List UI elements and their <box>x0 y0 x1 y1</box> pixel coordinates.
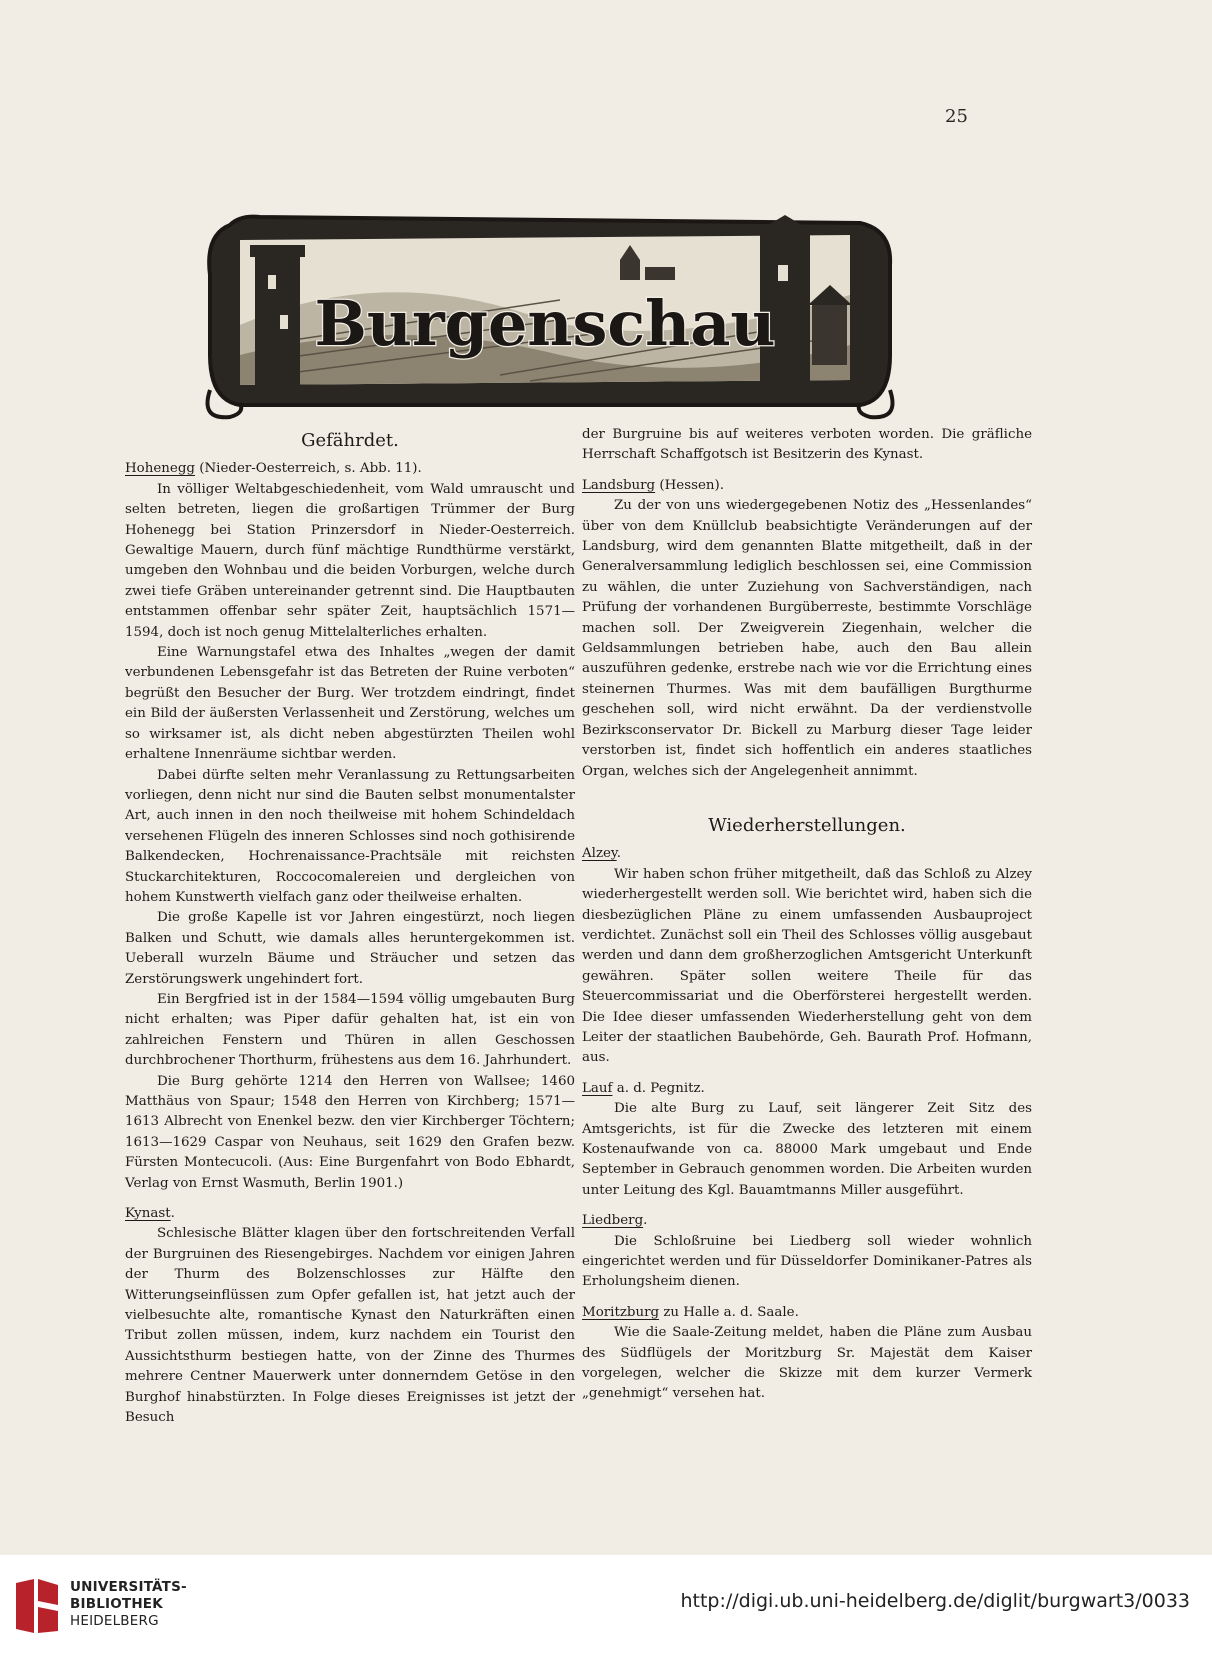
entry <box>582 1211 1032 1293</box>
left-column <box>125 425 575 1439</box>
paragraph: Die alte Burg zu Lauf, seit längerer Zeit Sitz des Amtsgerichts, ist für die Zwecke des letzteren mit einem Kostenaufwande von ca. 88000 Mark umgebaut und Ende September in Gebrauch genommen worden. Die Arbeiten wurden unter Leitung des Kgl. Bauamtmanns Miller ausgeführt. <box>582 1101 1032 1198</box>
entry-heading <box>125 1204 575 1224</box>
institution-name <box>70 1579 187 1630</box>
entry-title: Hohenegg <box>125 461 195 477</box>
paragraph: In völliger Weltabgeschiedenheit, vom Wald umrauscht und selten betreten, liegen die großartigen Trümmer der Burg Hohenegg bei Station Prinzersdorf in Nieder-Oesterreich. Gewaltige Mauern, durch fünf mächtige Rundthürme verstärkt, umgeben den Wohnbau und die beiden Vorburgen, welche durch zwei tiefe Gräben untereinander getrennt sind. Die Hauptbauten entstammen offenbar sehr später Zeit, hauptsächlich 1571—1594, doch ist noch genug Mittelalterliches erhalten. <box>125 481 575 640</box>
paragraph: Schlesische Blätter klagen über den fortschreitenden Verfall der Burgruinen des Riesengebirges. Nachdem vor einigen Jahren der Thurm des Bolzenschlosses zur Hälfte den Witterungseinflüssen zum Opfer gefallen ist, hat jetzt auch der vielbesuchte alte, romantische Kynast den Naturkräften einen Tribut zollen müssen, indem, kurz nachdem ein Tourist den Aussichtsthurm bestiegen hatte, von der Zinne des Thurmes mehrere Centner Mauerwerk unter donnerndem Getöse in den Burghof hinabstürzten. In Folge dieses Ereignisses ist jetzt der Besuch <box>125 1226 575 1426</box>
entry-title: Moritzburg <box>582 1304 660 1320</box>
entry <box>125 459 575 1194</box>
entry-title-suffix: . <box>643 1213 648 1229</box>
footer-bar <box>0 1555 1212 1654</box>
entry-title-suffix: . <box>170 1206 175 1222</box>
entry-heading <box>582 1079 1032 1099</box>
entry-title-suffix: zu Halle a. d. Saale. <box>659 1304 799 1320</box>
banner-title: Burgenschau <box>314 287 776 360</box>
entry-heading <box>582 844 1032 864</box>
page-number: 25 <box>945 106 968 127</box>
entry-title-suffix: (Hessen). <box>655 477 724 493</box>
entry <box>582 476 1032 782</box>
institution-line-2: BIBLIOTHEK <box>70 1596 163 1612</box>
university-logo-icon <box>12 1575 62 1637</box>
entry-title: Alzey <box>582 846 617 862</box>
entry-heading <box>582 1211 1032 1231</box>
paragraph: Zu der von uns wiedergegebenen Notiz des „Hessenlandes“ über von dem Knüllclub beabsichtigte Veränderungen auf der Landsburg, wird dem genannten Blatte mitgetheilt, daß in der Generalversammlung lediglich beschlossen sei, eine Commission zu wählen, die unter Zuziehung von Sachverständigen, nach Prüfung der vorhandenen Burgüberreste, bestimmte Vorschläge machen soll. Der Zweigverein Ziegenhain, welcher die Geldsammlungen betrieben habe, auch den Bau allein auszuführen gedenke, erstrebe nach wie vor die Errichtung eines steinernen Thurmes. Was mit dem baufälligen Burgthurme geschehen soll, wird nicht erwähnt. Da der verdienstvolle Bezirksconservator Dr. Bickell zu Marburg dieser Tage leider verstorben ist, findet sich hoffentlich ein anderes staatliches Organ, welches sich der Angelegenheit annimmt. <box>582 498 1032 779</box>
entry-title-suffix: . <box>616 846 621 862</box>
entry-title: Kynast <box>125 1206 171 1222</box>
entry-title: Landsburg <box>582 477 656 493</box>
entry <box>582 844 1032 1068</box>
paragraph: Ein Bergfried ist in der 1584—1594 völlig umgebauten Burg nicht erhalten; was Piper dafür gehalten hat, ist ein von zahlreichen Fenstern und Thüren in allen Geschossen durchbrochener Thorthurm, frühestens aus dem 16. Jahrhundert. <box>125 991 575 1069</box>
continuation-paragraph: der Burgruine bis auf weiteres verboten worden. Die gräfliche Herrschaft Schaffgotsch ist Besitzerin des Kynast. <box>582 427 1032 463</box>
entry <box>125 1204 575 1428</box>
paragraph: Die Schloßruine bei Liedberg soll wieder wohnlich eingerichtet werden und für Düsseldorfer Dominikaner-Patres als Erholungsheim dienen. <box>582 1233 1032 1290</box>
entry-heading <box>582 476 1032 496</box>
entry <box>582 1303 1032 1405</box>
paragraph: Eine Warnungstafel etwa des Inhaltes „wegen der damit verbundenen Lebensgefahr ist das Betreten der Ruine verboten“ begrüßt den Besucher der Burg. Wer trotzdem eindringt, findet ein Bild der äußersten Verlassenheit und Zerstörung, welches um so wirksamer ist, als dicht neben abgestürzten Theilen wohl erhaltene Innenräume sichtbar werden. <box>125 645 575 763</box>
entry-title-suffix: (Nieder-Oesterreich, s. Abb. 11). <box>194 461 422 477</box>
entry-title: Lauf <box>582 1080 613 1096</box>
banner-illustration <box>200 205 900 425</box>
paragraph: Die große Kapelle ist vor Jahren eingestürzt, noch liegen Balken und Schutt, wie damals alles heruntergekommen ist. Ueberall wurzeln Bäume und Sträucher und setzen das Zerstörungswerk ungehindert fort. <box>125 910 575 987</box>
paragraph: Dabei dürfte selten mehr Veranlassung zu Rettungsarbeiten vorliegen, denn nicht nur sind die Bauten selbst monumentalster Art, auch innen in den noch theilweise mit hohem Schindeldach versehenen Flügeln des inneren Schlosses sind noch gothisirende Balkendecken, Hochrenaissance-Prachtsäle mit reichsten Stuckarchitekturen, Roccocomalereien und dergleichen von hohem Kunstwerth vielfach ganz oder theilweise erhalten. <box>125 767 575 905</box>
entry-heading <box>582 1303 1032 1323</box>
institution-line-3: HEIDELBERG <box>70 1613 159 1629</box>
paragraph: Die Burg gehörte 1214 den Herren von Wallsee; 1460 Matthäus von Spaur; 1548 den Herren von Kirchberg; 1571—1613 Albrecht von Enenkel bezw. den vier Kirchberger Töchtern; 1613—1629 Caspar von Neuhaus, seit 1629 den Grafen bezw. Fürsten Montecucoli. (Aus: Eine Burgenfahrt von Bodo Ebhardt, Verlag von Ernst Wasmuth, Berlin 1901.) <box>125 1073 575 1191</box>
institution-line-1: UNIVERSITÄTS- <box>70 1579 187 1595</box>
entry <box>582 1079 1032 1201</box>
paragraph: Wir haben schon früher mitgetheilt, daß das Schloß zu Alzey wiederhergestellt werden soll. Wie berichtet wird, haben sich die diesbezüglichen Pläne zu einem umfassenden Ausbauproject verdichtet. Zunächst soll ein Theil des Schlosses völlig ausgebaut werden und dann dem großherzoglichen Amtsgericht Unterkunft gewähren. Später sollen weitere Theile für das Steuercommissariat und die Oberförsterei hergestellt werden. Die Idee dieser umfassenden Wiederherstellung geht von dem Leiter der staatlichen Baubehörde, Geh. Baurath Prof. Hofmann, aus. <box>582 866 1032 1066</box>
section-heading-wiederherstellungen: Wiederherstellungen. <box>708 814 906 836</box>
entry-title-suffix: a. d. Pegnitz. <box>612 1080 705 1096</box>
source-url-link[interactable]: http://digi.ub.uni-heidelberg.de/diglit/burgwart3/0033 <box>680 1590 1190 1612</box>
entry-title: Liedberg <box>582 1213 644 1229</box>
section-heading-gefaehrdet: Gefährdet. <box>301 430 399 451</box>
right-column <box>582 425 1032 1415</box>
entry-heading <box>125 459 575 479</box>
paragraph: Wie die Saale-Zeitung meldet, haben die Pläne zum Ausbau des Südflügels der Moritzburg Sr. Majestät dem Kaiser vorgelegen, welcher die Skizze mit dem kurzer Vermerk „genehmigt“ versehen hat. <box>582 1325 1032 1402</box>
